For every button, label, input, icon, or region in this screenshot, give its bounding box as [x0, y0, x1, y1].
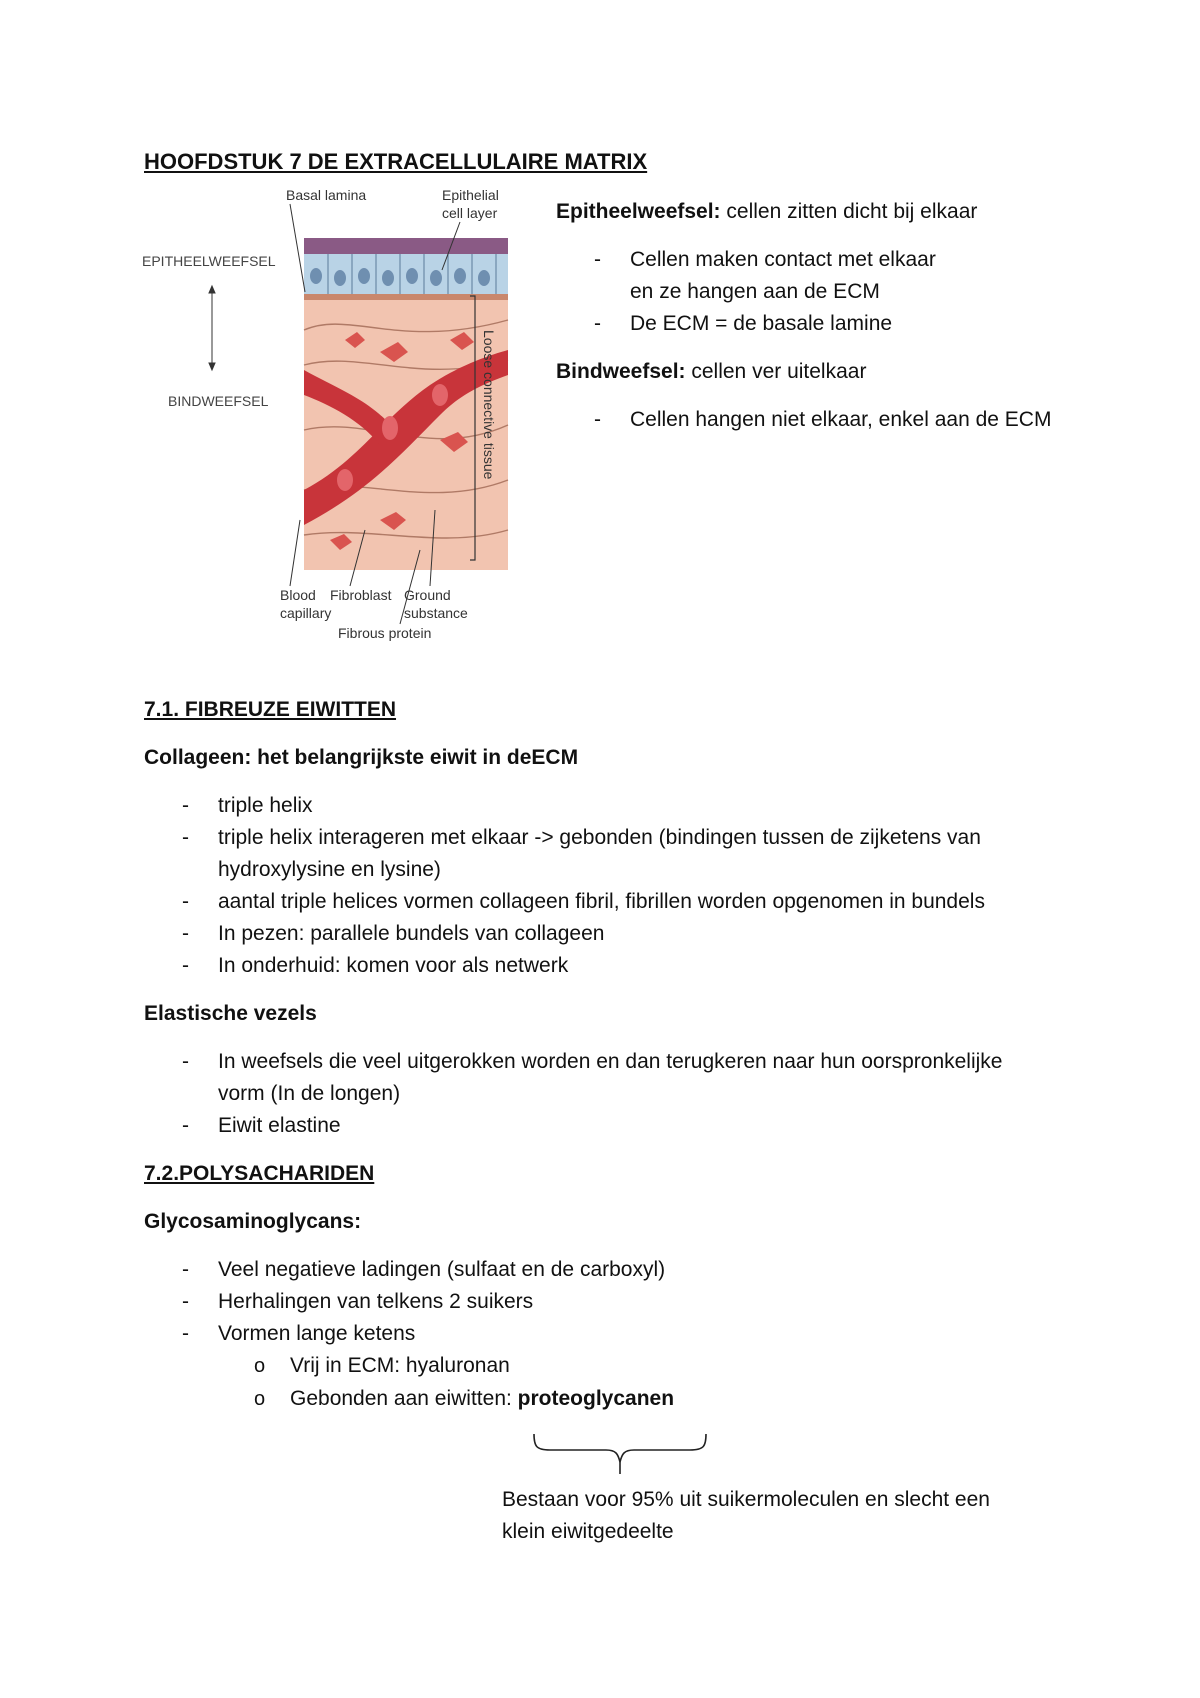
label-basal-lamina: Basal lamina — [286, 190, 367, 203]
proteoglycanen-term: proteoglycanen — [517, 1387, 675, 1410]
gag-sub-item — [290, 1383, 674, 1415]
elastische-item-cont: vorm (In de longen) — [218, 1082, 401, 1105]
gag-sub-item-text: Gebonden aan eiwitten: — [290, 1387, 518, 1410]
bullet-dash: - — [182, 1114, 189, 1137]
brace-note-line-1: Bestaan voor 95% uit suikermoleculen en slecht een — [502, 1488, 990, 1511]
collageen-item-cont: hydroxylysine en lysine) — [218, 858, 441, 881]
pointer-basal-lamina — [290, 204, 305, 292]
label-loose-connective-tissue: Loose connective tissue — [481, 330, 497, 480]
collageen-item: triple helix — [218, 794, 313, 817]
gag-item: Veel negatieve ladingen (sulfaat en de carboxyl) — [218, 1258, 666, 1281]
label-epitheelweefsel: EPITHEELWEEFSEL — [142, 253, 276, 269]
collageen-item: In onderhuid: komen voor als netwerk — [218, 954, 569, 977]
collageen-item: triple helix interageren met elkaar -> gebonden (bindingen tussen de zijketens van — [218, 826, 981, 849]
basal-lamina-band — [304, 294, 508, 300]
epitheel-bullet-1: Cellen maken contact met elkaar — [630, 248, 936, 271]
bullet-dash: - — [594, 312, 601, 335]
label-blood: Blood — [280, 587, 316, 603]
section-heading-fibreuze: 7.1. FIBREUZE EIWITTEN — [144, 698, 397, 721]
bullet-dash: - — [182, 794, 189, 817]
label-bindweefsel: BINDWEEFSEL — [168, 393, 269, 409]
label-epithelial-1: Epithelial — [442, 190, 499, 203]
bullet-dash: - — [182, 1258, 189, 1281]
bullet-dash: - — [182, 1290, 189, 1313]
connective-tissue-figure — [140, 190, 560, 650]
bind-text: cellen ver uitelkaar — [685, 360, 867, 383]
bullet-dash: - — [182, 826, 189, 849]
brace — [530, 1432, 710, 1476]
epithelial-cell-layer — [304, 254, 508, 294]
epitheel-bullet-1-cont: en ze hangen aan de ECM — [630, 280, 880, 303]
label-fibroblast: Fibroblast — [330, 587, 392, 603]
bind-term: Bindweefsel: — [556, 360, 686, 383]
epitheel-term: Epitheelweefsel: — [556, 200, 721, 223]
double-arrow — [209, 286, 215, 370]
gag-heading: Glycosaminoglycans: — [144, 1210, 362, 1233]
bullet-dash: - — [182, 1050, 189, 1073]
elastische-item: Eiwit elastine — [218, 1114, 341, 1137]
bullet-circle: o — [254, 1388, 266, 1410]
gag-item: Herhalingen van telkens 2 suikers — [218, 1290, 534, 1313]
collageen-item: In pezen: parallele bundels van collageen — [218, 922, 605, 945]
bindweefsel-definition — [556, 356, 866, 388]
bullet-dash: - — [182, 890, 189, 913]
elastische-item: In weefsels die veel uitgerokken worden en dan terugkeren naar hun oorspronkelijke — [218, 1050, 1003, 1073]
section-heading-polysachariden: 7.2.POLYSACHARIDEN — [144, 1162, 375, 1185]
label-capillary: capillary — [280, 605, 332, 621]
label-fibrous-protein: Fibrous protein — [338, 625, 432, 641]
bullet-dash: - — [182, 954, 189, 977]
page-title: HOOFDSTUK 7 DE EXTRACELLULAIRE MATRIX — [144, 149, 648, 174]
epitheel-text: cellen zitten dicht bij elkaar — [720, 200, 978, 223]
bullet-dash: - — [182, 922, 189, 945]
bullet-circle: o — [254, 1355, 266, 1377]
label-ground: Ground — [404, 587, 451, 603]
gag-item: Vormen lange ketens — [218, 1322, 416, 1345]
elastische-heading: Elastische vezels — [144, 1002, 317, 1025]
bullet-dash: - — [182, 1322, 189, 1345]
bind-bullet-1: Cellen hangen niet elkaar, enkel aan de ECM — [630, 408, 1052, 431]
brace-note-line-2: klein eiwitgedeelte — [502, 1520, 674, 1543]
gag-sub-item: Vrij in ECM: hyaluronan — [290, 1354, 510, 1377]
bullet-dash: - — [594, 248, 601, 271]
collageen-item: aantal triple helices vormen collageen fibril, fibrillen worden opgenomen in bundels — [218, 890, 985, 913]
label-epithelial-2: cell layer — [442, 205, 498, 221]
epitheel-bullet-2: De ECM = de basale lamine — [630, 312, 893, 335]
label-substance: substance — [404, 605, 468, 621]
bullet-dash: - — [594, 408, 601, 431]
collageen-heading: Collageen: het belangrijkste eiwit in deECM — [144, 746, 579, 769]
epitheel-definition — [556, 196, 977, 228]
epithelium-surface — [304, 238, 508, 256]
